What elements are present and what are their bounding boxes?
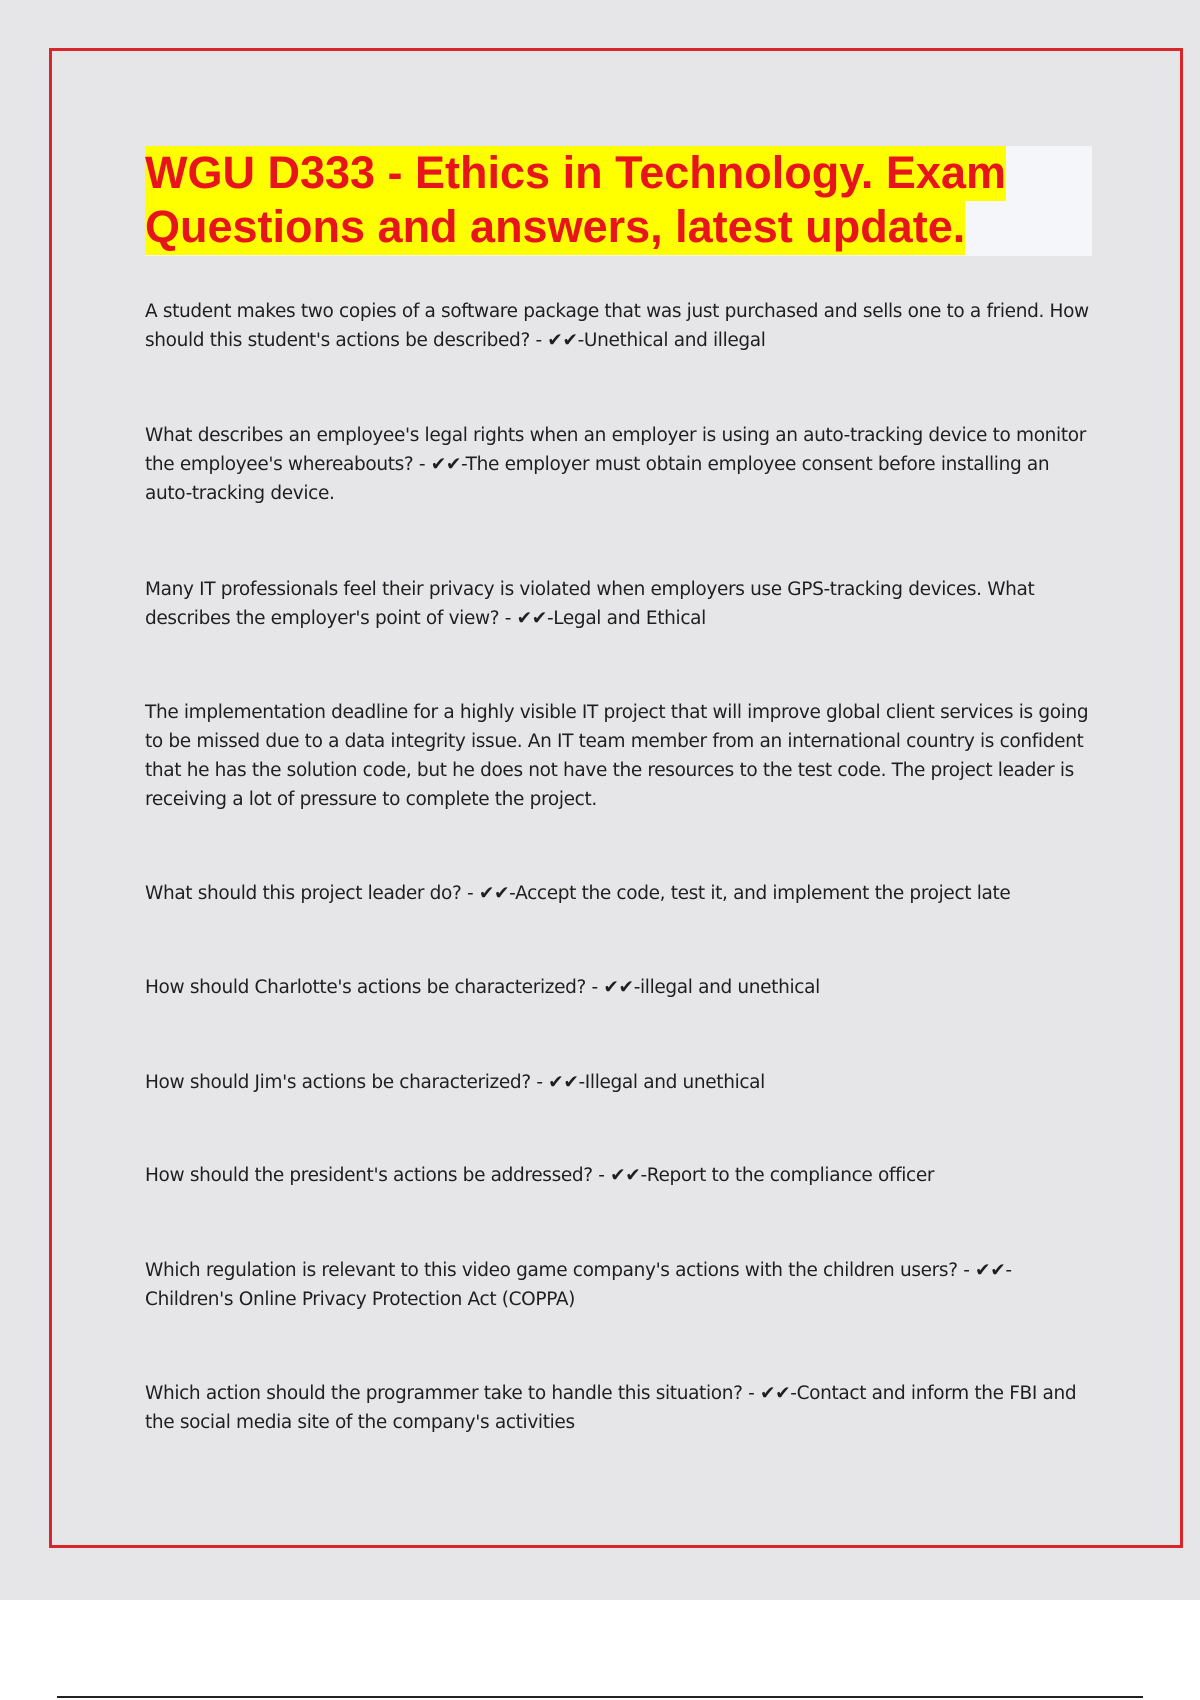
qa-item-8: How should the president's actions be addressed? - ✔✔-Report to the compliance officer [145,1165,935,1186]
qa-item-6: How should Charlotte's actions be characterized? - ✔✔-illegal and unethical [145,977,820,998]
qa-item-1: A student makes two copies of a software package that was just purchased and sells one to a friend. How should this student's actions be described? - ✔✔-Unethical and illegal [145,301,1089,351]
title-highlight: WGU D333 - Ethics in Technology. Exam Questions and answers, latest update. [145,146,1006,255]
document-title [145,146,1075,254]
qa-item-2: What describes an employee's legal rights when an employer is using an auto-tracking device to monitor the employee's whereabouts? - ✔✔-The employer must obtain employee consent before installing an auto-tracking device. [145,425,1086,504]
qa-item-5: What should this project leader do? - ✔✔-Accept the code, test it, and implement the project late [145,883,1011,904]
qa-item-7: How should Jim's actions be characterized? - ✔✔-Illegal and unethical [145,1072,765,1093]
qa-item-10: Which action should the programmer take to handle this situation? - ✔✔-Contact and inform the FBI and the social media site of the company's activities [145,1383,1077,1433]
qa-item-3: Many IT professionals feel their privacy is violated when employers use GPS-tracking devices. What describes the employer's point of view? - ✔✔-Legal and Ethical [145,579,1035,629]
qa-item-9: Which regulation is relevant to this video game company's actions with the children users? - ✔✔-Children's Online Privacy Protection Act (COPPA) [145,1260,1012,1310]
page-divider [57,1696,1143,1698]
qa-item-4: The implementation deadline for a highly visible IT project that will improve global client services is going to be missed due to a data integrity issue. An IT team member from an international country is confident that he has the solution code, but he does not have the resources to the test code. The project leader is receiving a lot of pressure to complete the project. [145,702,1089,810]
